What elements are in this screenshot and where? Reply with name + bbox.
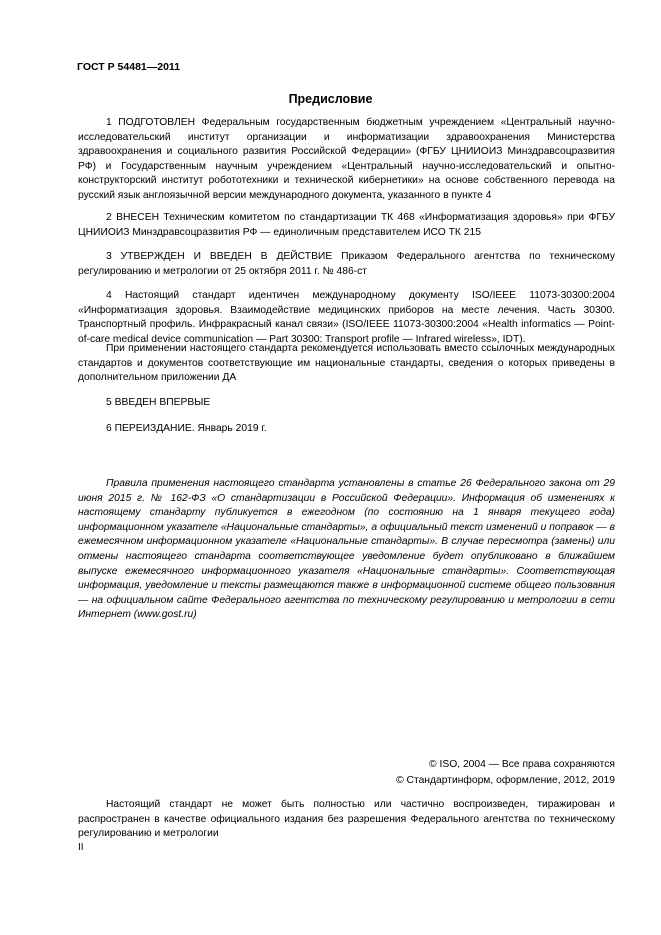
copyright-iso: © ISO, 2004 — Все права сохраняются (429, 759, 615, 770)
paragraph-approved: 3 УТВЕРЖДЕН И ВВЕДЕН В ДЕЙСТВИЕ Приказом Федерального агентства по техническому регулированию и метрологии от 25 октября 2011 г. № 486-ст (78, 251, 615, 277)
paragraph-identical: 4 Настоящий стандарт идентичен международному документу ISO/IEEE 11073-30300:2004 «Информатизация здоровья. Взаимодействие медицинских приборов на месте лечения. Часть 30300. Транспортный профиль. Инфракрасный канал связи» (ISO/IEEE 11073-30300:2004 «Health informatics — Point-of-care medical device communication — Part 30300: Transport profile — Infrared wireless», IDT). (78, 290, 615, 345)
paragraph-prepared-by: 1 ПОДГОТОВЛЕН Федеральным государственным бюджетным учреждением «Центральный научно-исследовательский институт организации и информатизации здравоохранения Министерства здравоохранения и социального развития Российской Федерации» (ФГБУ ЦНИИОИЗ Минздравсоцразвития РФ) и Государственным научным учреждением «Центральный научно-исследовательский и опытно-конструкторский институт робототехники и технической кибернетики» на основе собственного перевода на русский язык англоязычной версии международного документа, указанного в пункте 4 (78, 117, 615, 201)
application-rules-notice: Правила применения настоящего стандарта установлены в статье 26 Федерального закона от 29 июня 2015 г. № 162-ФЗ «О стандартизации в Российской Федерации». Информация об изменениях к настоящему стандарту публикуется в ежегодном (по состоянию на 1 января текущего года) информационном указателе «Национальные стандарты», а официальный текст изменений и поправок — в ежемесячном информационном указателе «Национальные стандарты». В случае пересмотра (замены) или отмены настоящего стандарта соответствующее уведомление будет опубликовано в ближайшем выпуске ежемесячного информационного указателя «Национальные стандарты». Соответствующая информация, уведомление и тексты размещаются также в информационной системе общего пользования — на официальном сайте Федерального агентства по техническому регулированию и метрологии в сети Интернет (www.gost.ru) (78, 478, 615, 621)
copyright-standartinform: © Стандартинформ, оформление, 2012, 2019 (396, 775, 615, 786)
reproduction-notice: Настоящий стандарт не может быть полностью или частично воспроизведен, тиражирован и распространен в качестве официального издания без разрешения Федерального агентства по техническому регулированию и метрологии (78, 799, 615, 840)
paragraph-application-note: При применении настоящего стандарта рекомендуется использовать вместо ссылочных международных стандартов и документов соответствующие им национальные стандарты, сведения о которых приведены в дополнительном приложении ДА (78, 343, 615, 384)
page-number: II (78, 842, 84, 853)
paragraph-introduced-by: 2 ВНЕСЕН Техническим комитетом по стандартизации ТК 468 «Информатизация здоровья» при ФГБУ ЦНИИОИЗ Минздравсоцразвития РФ — единоличным представителем ИСО ТК 215 (78, 212, 615, 238)
section-title: Предисловие (288, 92, 373, 106)
paragraph-reissue: 6 ПЕРЕИЗДАНИЕ. Январь 2019 г. (106, 423, 267, 434)
paragraph-first-introduced: 5 ВВЕДЕН ВПЕРВЫЕ (106, 397, 211, 408)
standard-code: ГОСТ Р 54481—2011 (77, 61, 181, 73)
